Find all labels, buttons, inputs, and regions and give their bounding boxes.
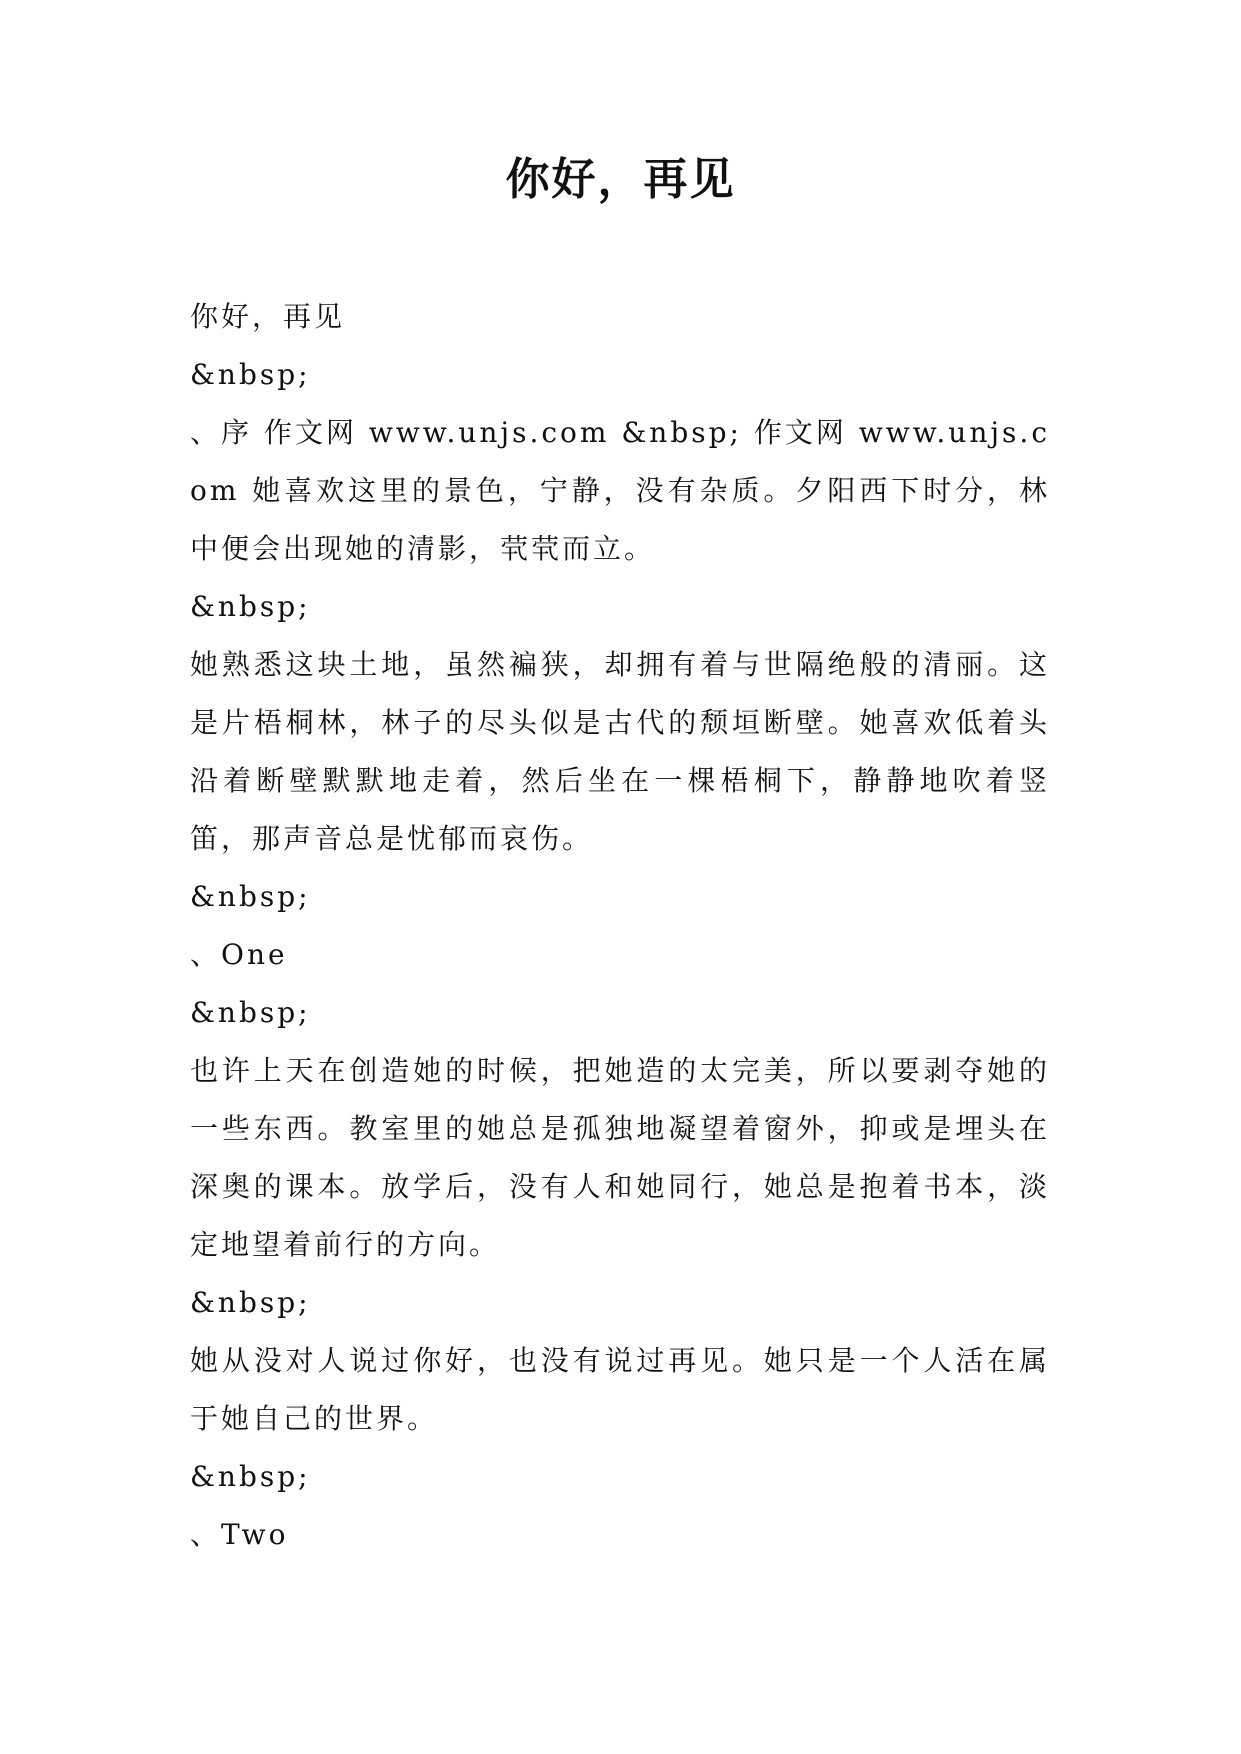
paragraph-spacer: &nbsp; <box>190 590 311 623</box>
paragraph-alone: 她从没对人说过你好，也没有说过再见。她只是一个人活在属于她自己的世界。 <box>190 1344 1050 1435</box>
document-body <box>190 288 1050 1564</box>
paragraph-spacer: &nbsp; <box>190 358 311 391</box>
paragraph-spacer: &nbsp; <box>190 1286 311 1319</box>
document-title: 你好，再见 <box>505 154 736 205</box>
paragraph-spacer: &nbsp; <box>190 880 311 913</box>
paragraph-classroom: 也许上天在创造她的时候，把她造的太完美，所以要剥夺她的一些东西。教室里的她总是孤独地凝望着窗外，抑或是埋头在深奥的课本。放学后，没有人和她同行，她总是抱着书本，淡定地望着前行的方向。 <box>190 1054 1050 1261</box>
section-heading-one: 、One <box>190 938 288 971</box>
paragraph-preface: 、序 作文网 www.unjs.com &nbsp; 作文网 www.unjs.com 她喜欢这里的景色，宁静，没有杂质。夕阳西下时分，林中便会出现她的清影，茕茕而立。 <box>190 416 1050 565</box>
paragraph-spacer: &nbsp; <box>190 1460 311 1493</box>
paragraph-heading: 你好，再见 <box>190 300 346 333</box>
section-heading-two: 、Two <box>190 1518 289 1551</box>
paragraph-spacer: &nbsp; <box>190 996 311 1029</box>
paragraph-forest: 她熟悉这块土地，虽然褊狭，却拥有着与世隔绝般的清丽。这是片梧桐林，林子的尽头似是古代的颓垣断壁。她喜欢低着头沿着断壁默默地走着，然后坐在一棵梧桐下，静静地吹着竖笛，那声音总是忧郁而哀伤。 <box>190 648 1050 855</box>
